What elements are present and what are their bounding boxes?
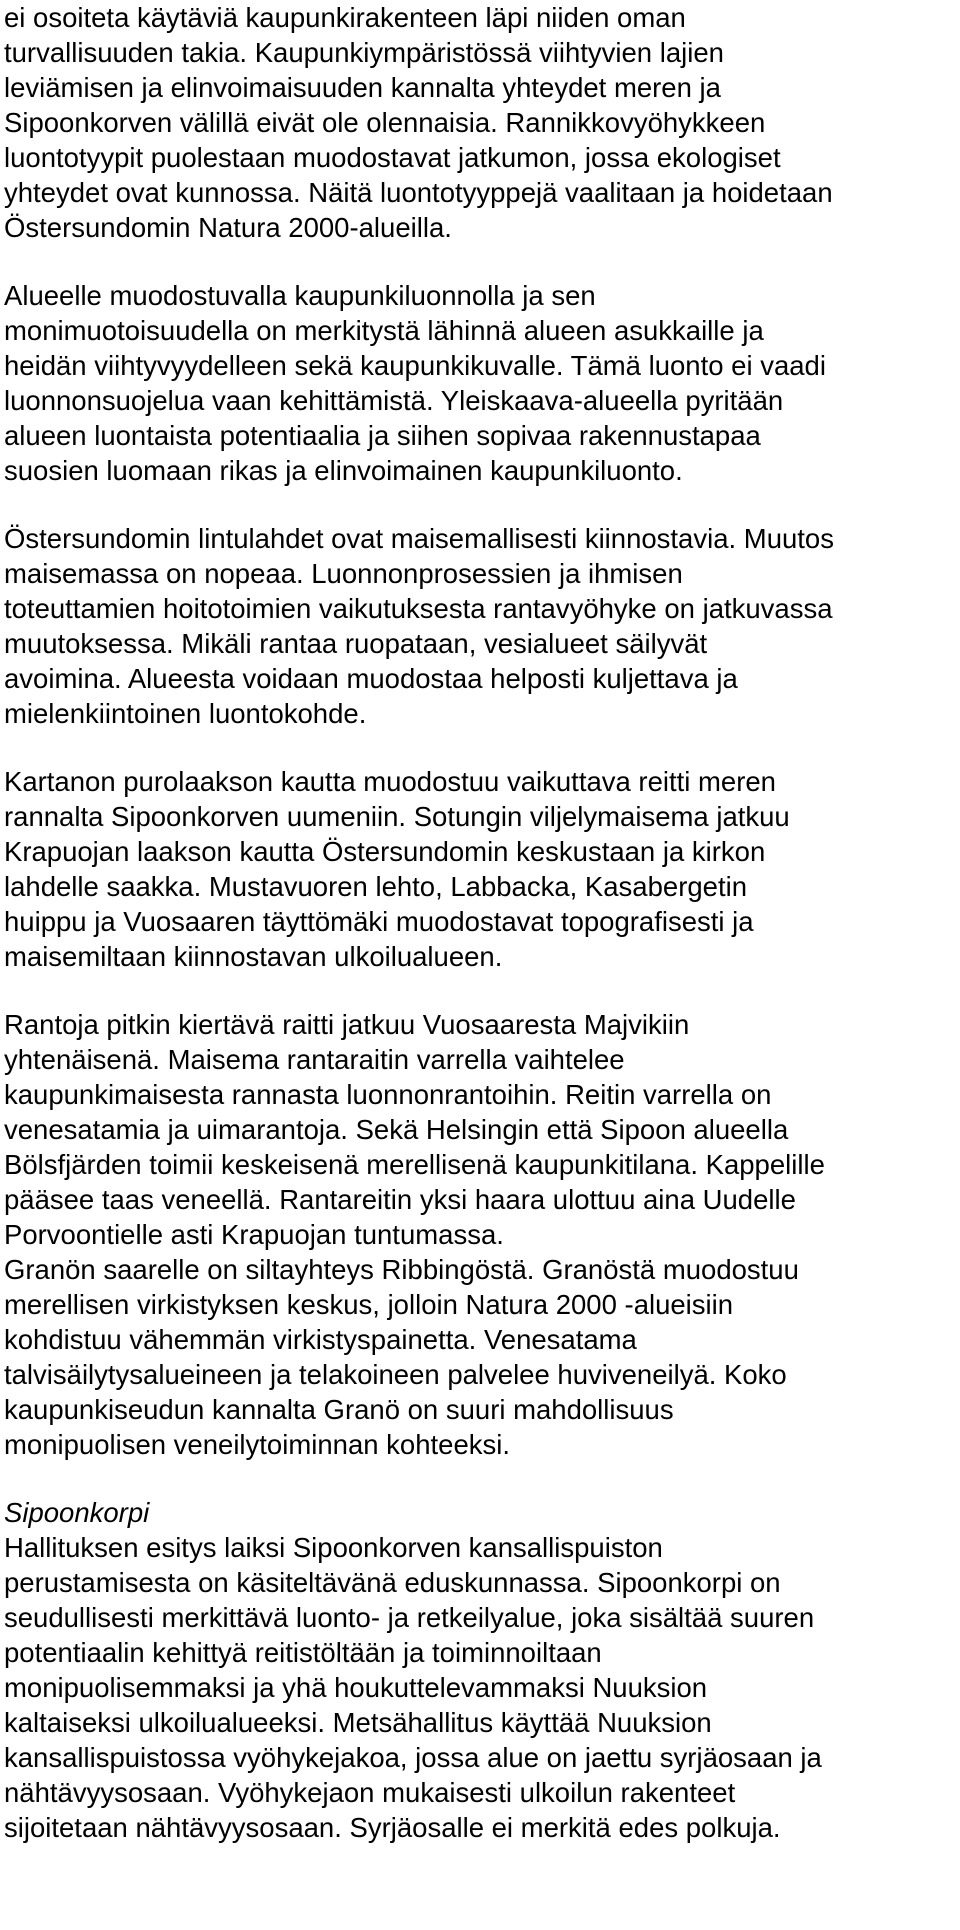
text-line: kaupunkiseudun kannalta Granö on suuri mahdollisuus: [4, 1394, 674, 1425]
paragraph-urban-nature: [4, 278, 960, 488]
text-line: muutoksessa. Mikäli rantaa ruopataan, vesialueet säilyvät: [4, 628, 708, 659]
paragraph-shore-route: [4, 1007, 960, 1462]
text-line: mielenkiintoinen luontokohde.: [4, 698, 367, 729]
paragraph-ecological-connections: [4, 0, 960, 245]
paragraph-gap: [4, 974, 960, 1007]
text-line: perustamisesta on käsiteltävänä eduskunnassa. Sipoonkorpi on: [4, 1567, 781, 1598]
text-line: ei osoiteta käytäviä kaupunkirakenteen läpi niiden oman: [4, 2, 686, 33]
text-line: Bölsfjärden toimii keskeisenä merellisenä kaupunkitilana. Kappelille: [4, 1149, 825, 1180]
text-line: leviämisen ja elinvoimaisuuden kannalta yhteydet meren ja: [4, 72, 721, 103]
text-line: nähtävyysosaan. Vyöhykejaon mukaisesti ulkoilun rakenteet: [4, 1777, 736, 1808]
text-line: sijoitetaan nähtävyysosaan. Syrjäosalle ei merkitä edes polkuja.: [4, 1812, 781, 1843]
text-line: merellisen virkistyksen keskus, jolloin Natura 2000 -alueisiin: [4, 1289, 734, 1320]
text-line: Östersundomin Natura 2000-alueilla.: [4, 212, 452, 243]
text-line: yhtenäisenä. Maisema rantaraitin varrella vaihtelee: [4, 1044, 625, 1075]
text-line: toteuttamien hoitotoimien vaikutuksesta rantavyöhyke on jatkuvassa: [4, 593, 833, 624]
text-line: Krapuojan laakson kautta Östersundomin keskustaan ja kirkon: [4, 836, 766, 867]
text-line: luontotyypit puolestaan muodostavat jatkumon, jossa ekologiset: [4, 142, 781, 173]
text-line: rannalta Sipoonkorven uumeniin. Sotungin viljelymaisema jatkuu: [4, 801, 790, 832]
text-line: pääsee taas veneellä. Rantareitin yksi haara ulottuu aina Uudelle: [4, 1184, 796, 1215]
paragraph-manor-valley: [4, 764, 960, 974]
text-line: Rantoja pitkin kiertävä raitti jatkuu Vuosaaresta Majvikiin: [4, 1009, 690, 1040]
text-line: kansallispuistossa vyöhykejakoa, jossa alue on jaettu syrjäosaan ja: [4, 1742, 822, 1773]
text-line: seudullisesti merkittävä luonto- ja retkeilyalue, joka sisältää suuren: [4, 1602, 815, 1633]
section-sipoonkorpi: [4, 1495, 960, 1845]
text-line: Granön saarelle on siltayhteys Ribbingöstä. Granöstä muodostuu: [4, 1254, 799, 1285]
text-line: yhteydet ovat kunnossa. Näitä luontotyyppejä vaalitaan ja hoidetaan: [4, 177, 833, 208]
text-line: suosien luomaan rikas ja elinvoimainen kaupunkiluonto.: [4, 455, 683, 486]
text-line: monimuotoisuudella on merkitystä lähinnä alueen asukkaille ja: [4, 315, 764, 346]
paragraph-bird-bays: [4, 521, 960, 731]
paragraph-gap: [4, 488, 960, 521]
paragraph-gap: [4, 245, 960, 278]
section-heading: Sipoonkorpi: [4, 1497, 150, 1528]
text-line: Alueelle muodostuvalla kaupunkiluonnolla ja sen: [4, 280, 596, 311]
text-line: avoimina. Alueesta voidaan muodostaa helposti kuljettava ja: [4, 663, 738, 694]
text-line: Östersundomin lintulahdet ovat maisemallisesti kiinnostavia. Muutos: [4, 523, 834, 554]
text-line: Hallituksen esitys laiksi Sipoonkorven kansallispuiston: [4, 1532, 663, 1563]
text-line: monipuolisemmaksi ja yhä houkuttelevammaksi Nuuksion: [4, 1672, 708, 1703]
paragraph-gap: [4, 1462, 960, 1495]
text-line: Sipoonkorven välillä eivät ole olennaisia. Rannikkovyöhykkeen: [4, 107, 766, 138]
text-line: luonnonsuojelua vaan kehittämistä. Yleiskaava-alueella pyritään: [4, 385, 784, 416]
text-line: heidän viihtyvyydelleen sekä kaupunkikuvalle. Tämä luonto ei vaadi: [4, 350, 826, 381]
text-line: kohdistuu vähemmän virkistyspainetta. Venesatama: [4, 1324, 637, 1355]
text-line: maisemassa on nopeaa. Luonnonprosessien ja ihmisen: [4, 558, 683, 589]
text-line: monipuolisen veneilytoiminnan kohteeksi.: [4, 1429, 510, 1460]
text-line: potentiaalin kehittyä reitistöltään ja toiminnoiltaan: [4, 1637, 602, 1668]
text-line: venesatamia ja uimarantoja. Sekä Helsingin että Sipoon alueella: [4, 1114, 789, 1145]
text-line: Porvoontielle asti Krapuojan tuntumassa.: [4, 1219, 504, 1250]
text-line: lahdelle saakka. Mustavuoren lehto, Labbacka, Kasabergetin: [4, 871, 747, 902]
text-line: alueen luontaista potentiaalia ja siihen sopivaa rakennustapaa: [4, 420, 761, 451]
text-line: kaltaiseksi ulkoilualueeksi. Metsähallitus käyttää Nuuksion: [4, 1707, 712, 1738]
paragraph-gap: [4, 731, 960, 764]
text-line: talvisäilytysalueineen ja telakoineen palvelee huviveneilyä. Koko: [4, 1359, 787, 1390]
text-line: huippu ja Vuosaaren täyttömäki muodostavat topografisesti ja: [4, 906, 754, 937]
text-line: Kartanon purolaakson kautta muodostuu vaikuttava reitti meren: [4, 766, 776, 797]
text-line: maisemiltaan kiinnostavan ulkoilualueen.: [4, 941, 503, 972]
text-line: turvallisuuden takia. Kaupunkiympäristössä viihtyvien lajien: [4, 37, 724, 68]
text-line: kaupunkimaisesta rannasta luonnonrantoihin. Reitin varrella on: [4, 1079, 772, 1110]
